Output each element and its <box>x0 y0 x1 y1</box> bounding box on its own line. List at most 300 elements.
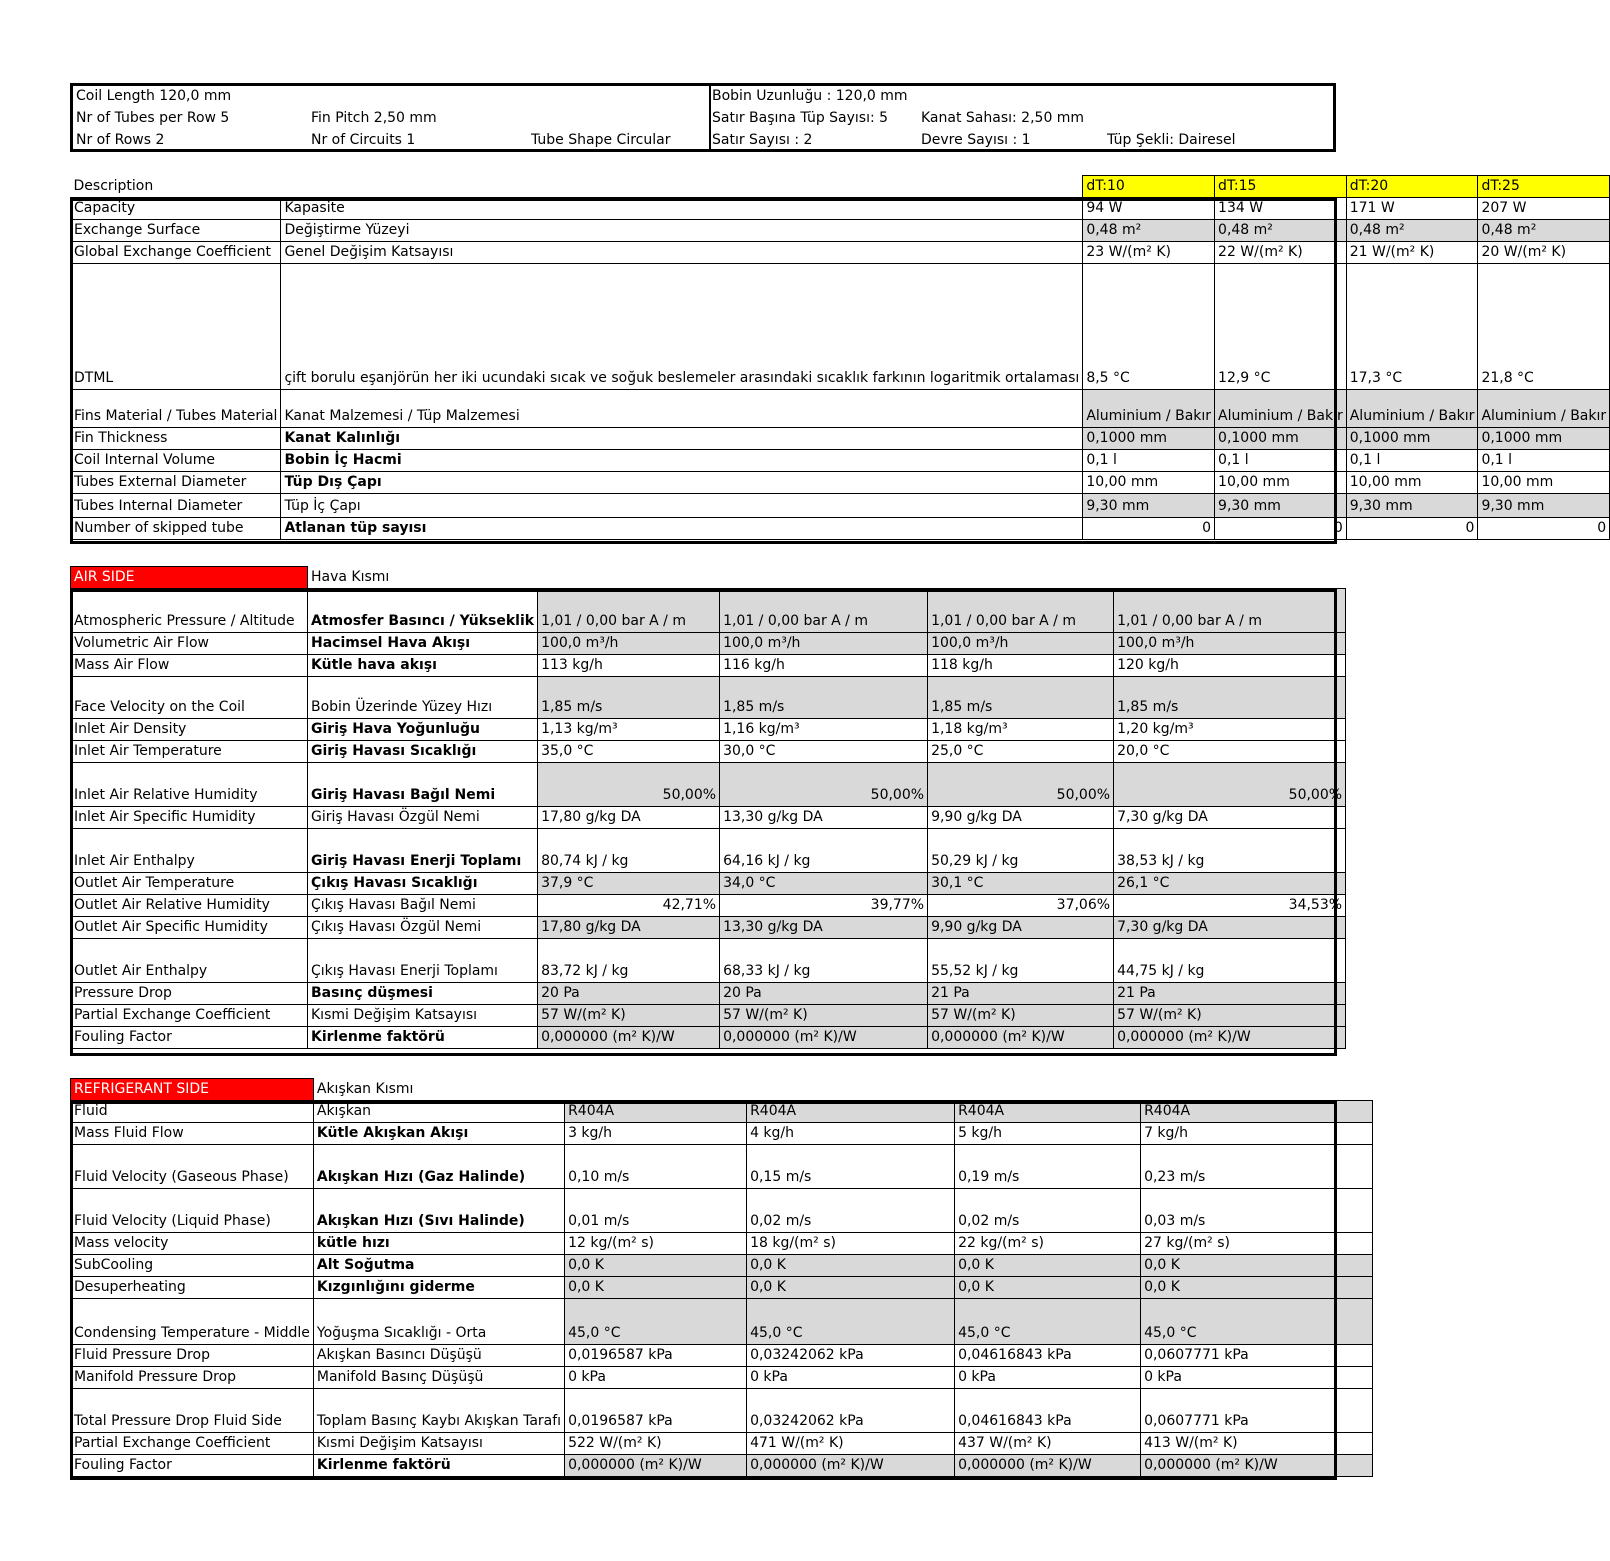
table-row <box>71 589 1346 633</box>
value-cell: Aluminium / Bakır <box>1215 390 1347 428</box>
table-row <box>71 1455 1373 1477</box>
value-cell: 30,0 °C <box>720 741 928 763</box>
row-label-tr: Çıkış Havası Enerji Toplamı <box>308 939 538 983</box>
row-label-tr: Giriş Hava Yoğunluğu <box>308 719 538 741</box>
value-cell: 0,23 m/s <box>1141 1145 1373 1189</box>
value-cell: 1,01 / 0,00 bar A / m <box>538 589 720 633</box>
value-cell: 13,30 g/kg DA <box>720 917 928 939</box>
table-row <box>71 763 1346 807</box>
table-row <box>71 1027 1346 1049</box>
value-cell: 45,0 °C <box>747 1299 955 1345</box>
refrigerant-side-title-tr: Akışkan Kısmı <box>316 1081 414 1097</box>
value-cell: 5 kg/h <box>955 1123 1141 1145</box>
air-side-section <box>70 566 1346 1049</box>
value-cell: 0,02 m/s <box>747 1189 955 1233</box>
tube-shape-en: Tube Shape Circular <box>531 132 671 148</box>
row-label-tr: Kapasite <box>281 198 1083 220</box>
tubes-per-row-en: Nr of Tubes per Row 5 <box>76 110 230 126</box>
air-side-title: AIR SIDE <box>71 567 308 589</box>
value-cell: 21 W/(m² K) <box>1346 242 1478 264</box>
table-row <box>71 472 1610 494</box>
value-cell: R404A <box>955 1101 1141 1123</box>
table-row <box>71 873 1346 895</box>
air-side-title-tr: Hava Kısmı <box>311 569 390 585</box>
row-label-tr: Akışkan Hızı (Sıvı Halinde) <box>313 1189 564 1233</box>
table-row <box>71 917 1346 939</box>
value-cell: 57 W/(m² K) <box>928 1005 1114 1027</box>
value-cell: 437 W/(m² K) <box>955 1433 1141 1455</box>
value-cell: 17,80 g/kg DA <box>538 917 720 939</box>
row-label-en: Mass Air Flow <box>71 655 308 677</box>
value-cell: 0,0 K <box>747 1255 955 1277</box>
row-label-en: Capacity <box>71 198 281 220</box>
row-label-en: Coil Internal Volume <box>71 450 281 472</box>
coil-length-tr: Bobin Uzunluğu : 120,0 mm <box>712 88 908 104</box>
blank-cell <box>955 1079 1141 1101</box>
table-row <box>71 741 1346 763</box>
blank-cell <box>720 567 928 589</box>
table-row <box>71 1299 1373 1345</box>
value-cell: 37,06% <box>928 895 1114 917</box>
row-label-tr: Atmosfer Basıncı / Yükseklik <box>308 589 538 633</box>
value-cell: 7,30 g/kg DA <box>1114 917 1346 939</box>
value-cell: 0 kPa <box>565 1367 747 1389</box>
row-label-tr: Manifold Basınç Düşüşü <box>313 1367 564 1389</box>
row-label-en: Manifold Pressure Drop <box>71 1367 314 1389</box>
table-row <box>71 633 1346 655</box>
table-row <box>71 428 1610 450</box>
blank-cell <box>747 1079 955 1101</box>
value-cell: 0,10 m/s <box>565 1145 747 1189</box>
value-cell: 0,01 m/s <box>565 1189 747 1233</box>
value-cell: 94 W <box>1083 198 1215 220</box>
value-cell: 100,0 m³/h <box>928 633 1114 655</box>
row-label-en: Tubes External Diameter <box>71 472 281 494</box>
column-header: dT:20 <box>1346 176 1478 198</box>
value-cell: 50,00% <box>1114 763 1346 807</box>
blank-cell <box>565 1079 747 1101</box>
value-cell: 0,1000 mm <box>1215 428 1347 450</box>
value-cell: 0,0607771 kPa <box>1141 1389 1373 1433</box>
row-label-tr: Hacimsel Hava Akışı <box>308 633 538 655</box>
row-label-tr: Kızgınlığını giderme <box>313 1277 564 1299</box>
value-cell: 68,33 kJ / kg <box>720 939 928 983</box>
row-label-en: Fin Thickness <box>71 428 281 450</box>
table-row <box>71 1389 1373 1433</box>
value-cell: 1,16 kg/m³ <box>720 719 928 741</box>
value-cell: 0,000000 (m² K)/W <box>565 1455 747 1477</box>
value-cell: 57 W/(m² K) <box>538 1005 720 1027</box>
value-cell: 0 kPa <box>1141 1367 1373 1389</box>
value-cell: 50,00% <box>720 763 928 807</box>
value-cell: 42,71% <box>538 895 720 917</box>
row-label-tr: Tüp İç Çapı <box>281 494 1083 518</box>
row-label-en: Inlet Air Density <box>71 719 308 741</box>
value-cell: 45,0 °C <box>1141 1299 1373 1345</box>
table-row <box>71 807 1346 829</box>
table-row <box>71 1189 1373 1233</box>
value-cell: 27 kg/(m² s) <box>1141 1233 1373 1255</box>
row-label-en: Exchange Surface <box>71 220 281 242</box>
row-label-en: DTML <box>71 264 281 390</box>
column-header: dT:15 <box>1215 176 1347 198</box>
value-cell: 50,00% <box>538 763 720 807</box>
value-cell: 38,53 kJ / kg <box>1114 829 1346 873</box>
blank-cell <box>1141 1079 1373 1101</box>
description-label: Description <box>73 178 154 194</box>
value-cell: 0 <box>1083 518 1215 540</box>
value-cell: 0 <box>1215 518 1347 540</box>
value-cell: 0,15 m/s <box>747 1145 955 1189</box>
refrigerant-side-title: REFRIGERANT SIDE <box>71 1079 314 1101</box>
value-cell: 0,000000 (m² K)/W <box>1141 1455 1373 1477</box>
row-label-en: Atmospheric Pressure / Altitude <box>71 589 308 633</box>
value-cell: 100,0 m³/h <box>720 633 928 655</box>
description-blank <box>281 176 1083 198</box>
value-cell: Aluminium / Bakır <box>1478 390 1610 428</box>
row-label-tr: Giriş Havası Bağıl Nemi <box>308 763 538 807</box>
row-label-tr: Kanat Malzemesi / Tüp Malzemesi <box>281 390 1083 428</box>
value-cell: 0,1000 mm <box>1083 428 1215 450</box>
column-header: dT:10 <box>1083 176 1215 198</box>
row-label-en: Tubes Internal Diameter <box>71 494 281 518</box>
value-cell: 0,0607771 kPa <box>1141 1345 1373 1367</box>
value-cell: 0,0 K <box>1141 1277 1373 1299</box>
general-section <box>70 175 1610 540</box>
coil-summary-box <box>70 83 1336 152</box>
row-label-en: Partial Exchange Coefficient <box>71 1433 314 1455</box>
coil-length-en: Coil Length 120,0 mm <box>76 88 232 104</box>
value-cell: 0,03242062 kPa <box>747 1345 955 1367</box>
row-label-en: Fluid Velocity (Gaseous Phase) <box>71 1145 314 1189</box>
value-cell: R404A <box>565 1101 747 1123</box>
table-row <box>71 198 1610 220</box>
table-row <box>71 1145 1373 1189</box>
table-row <box>71 1345 1373 1367</box>
general-table <box>70 175 1610 540</box>
value-cell: 34,0 °C <box>720 873 928 895</box>
section-title-row <box>71 567 1346 589</box>
value-cell: Aluminium / Bakır <box>1083 390 1215 428</box>
table-row <box>71 1255 1373 1277</box>
value-cell: 0,0 K <box>565 1255 747 1277</box>
row-label-tr: Çıkış Havası Özgül Nemi <box>308 917 538 939</box>
value-cell: 0,000000 (m² K)/W <box>955 1455 1141 1477</box>
value-cell: 12 kg/(m² s) <box>565 1233 747 1255</box>
table-row <box>71 895 1346 917</box>
value-cell: 9,30 mm <box>1478 494 1610 518</box>
table-row <box>71 494 1610 518</box>
table-row <box>71 242 1610 264</box>
value-cell: 0,000000 (m² K)/W <box>538 1027 720 1049</box>
value-cell: 171 W <box>1346 198 1478 220</box>
value-cell: 57 W/(m² K) <box>720 1005 928 1027</box>
value-cell: 1,85 m/s <box>720 677 928 719</box>
value-cell: 0,000000 (m² K)/W <box>747 1455 955 1477</box>
section-title-row <box>71 1079 1373 1101</box>
value-cell: 0 <box>1478 518 1610 540</box>
value-cell: 7,30 g/kg DA <box>1114 807 1346 829</box>
value-cell: 116 kg/h <box>720 655 928 677</box>
row-label-tr: Alt Soğutma <box>313 1255 564 1277</box>
value-cell: 9,90 g/kg DA <box>928 807 1114 829</box>
value-cell: 9,30 mm <box>1346 494 1478 518</box>
value-cell: 1,85 m/s <box>1114 677 1346 719</box>
value-cell: 26,1 °C <box>1114 873 1346 895</box>
value-cell: 0,02 m/s <box>955 1189 1141 1233</box>
row-label-tr: Giriş Havası Sıcaklığı <box>308 741 538 763</box>
value-cell: 522 W/(m² K) <box>565 1433 747 1455</box>
value-cell: 0,000000 (m² K)/W <box>928 1027 1114 1049</box>
column-header: dT:25 <box>1478 176 1610 198</box>
value-cell: 12,9 °C <box>1215 264 1347 390</box>
row-label-en: Inlet Air Temperature <box>71 741 308 763</box>
value-cell: 0 kPa <box>955 1367 1141 1389</box>
table-row <box>71 1101 1373 1123</box>
row-label-en: Outlet Air Temperature <box>71 873 308 895</box>
row-label-tr: kütle hızı <box>313 1233 564 1255</box>
table-row <box>71 677 1346 719</box>
header-divider <box>709 86 711 149</box>
value-cell: 30,1 °C <box>928 873 1114 895</box>
value-cell: 0,0 K <box>955 1277 1141 1299</box>
table-row <box>71 655 1346 677</box>
value-cell: 9,30 mm <box>1083 494 1215 518</box>
value-cell: 0,1000 mm <box>1346 428 1478 450</box>
value-cell: 0 kPa <box>747 1367 955 1389</box>
value-cell: 0,1 l <box>1478 450 1610 472</box>
value-cell: 0,04616843 kPa <box>955 1345 1141 1367</box>
refrigerant-side-table <box>70 1078 1373 1477</box>
value-cell: 100,0 m³/h <box>538 633 720 655</box>
row-label-en: Partial Exchange Coefficient <box>71 1005 308 1027</box>
row-label-en: Outlet Air Enthalpy <box>71 939 308 983</box>
fin-pitch-en: Fin Pitch 2,50 mm <box>311 110 437 126</box>
value-cell: 45,0 °C <box>565 1299 747 1345</box>
nr-circuits-tr: Devre Sayısı : 1 <box>921 132 1031 148</box>
value-cell: 0,0 K <box>747 1277 955 1299</box>
table-row <box>71 983 1346 1005</box>
value-cell: 18 kg/(m² s) <box>747 1233 955 1255</box>
tubes-per-row-tr: Satır Başına Tüp Sayısı: 5 <box>712 110 889 126</box>
row-label-en: SubCooling <box>71 1255 314 1277</box>
row-label-en: Volumetric Air Flow <box>71 633 308 655</box>
row-label-tr: çift borulu eşanjörün her iki ucundaki sıcak ve soğuk beslemeler arasındaki sıcaklık farkının logaritmik ortalaması <box>281 264 1083 390</box>
row-label-tr: Kirlenme faktörü <box>308 1027 538 1049</box>
value-cell: 0,48 m² <box>1478 220 1610 242</box>
table-row <box>71 1433 1373 1455</box>
value-cell: 37,9 °C <box>538 873 720 895</box>
table-row <box>71 450 1610 472</box>
value-cell: 20 W/(m² K) <box>1478 242 1610 264</box>
value-cell: 9,30 mm <box>1215 494 1347 518</box>
row-label-en: Inlet Air Relative Humidity <box>71 763 308 807</box>
row-label-en: Mass velocity <box>71 1233 314 1255</box>
value-cell: 0,1 l <box>1083 450 1215 472</box>
value-cell: 1,85 m/s <box>928 677 1114 719</box>
nr-rows-en: Nr of Rows 2 <box>76 132 165 148</box>
value-cell: 22 W/(m² K) <box>1215 242 1347 264</box>
value-cell: 100,0 m³/h <box>1114 633 1346 655</box>
value-cell: 1,01 / 0,00 bar A / m <box>720 589 928 633</box>
value-cell: 0 <box>1346 518 1478 540</box>
value-cell: 80,74 kJ / kg <box>538 829 720 873</box>
row-label-en: Fouling Factor <box>71 1455 314 1477</box>
row-label-tr: Çıkış Havası Bağıl Nemi <box>308 895 538 917</box>
row-label-en: Face Velocity on the Coil <box>71 677 308 719</box>
value-cell: 0,1 l <box>1346 450 1478 472</box>
row-label-en: Outlet Air Relative Humidity <box>71 895 308 917</box>
row-label-en: Fouling Factor <box>71 1027 308 1049</box>
value-cell: 0,0196587 kPa <box>565 1389 747 1433</box>
value-cell: 50,00% <box>928 763 1114 807</box>
value-cell: 17,3 °C <box>1346 264 1478 390</box>
air-side-table <box>70 566 1346 1049</box>
value-cell: 4 kg/h <box>747 1123 955 1145</box>
value-cell: 0,0 K <box>955 1255 1141 1277</box>
row-label-en: Inlet Air Specific Humidity <box>71 807 308 829</box>
value-cell: 0,48 m² <box>1083 220 1215 242</box>
row-label-tr: Giriş Havası Özgül Nemi <box>308 807 538 829</box>
value-cell: 1,18 kg/m³ <box>928 719 1114 741</box>
value-cell: 1,85 m/s <box>538 677 720 719</box>
blank-cell <box>538 567 720 589</box>
value-cell: 207 W <box>1478 198 1610 220</box>
row-label-en: Inlet Air Enthalpy <box>71 829 308 873</box>
value-cell: 10,00 mm <box>1478 472 1610 494</box>
value-cell: 20 Pa <box>538 983 720 1005</box>
value-cell: 0,0196587 kPa <box>565 1345 747 1367</box>
table-row <box>71 1233 1373 1255</box>
row-label-tr: Genel Değişim Katsayısı <box>281 242 1083 264</box>
value-cell: 45,0 °C <box>955 1299 1141 1345</box>
row-label-tr: Kanat Kalınlığı <box>281 428 1083 450</box>
value-cell: 39,77% <box>720 895 928 917</box>
value-cell: 0,1 l <box>1215 450 1347 472</box>
value-cell: 44,75 kJ / kg <box>1114 939 1346 983</box>
row-label-tr: Kısmi Değişim Katsayısı <box>313 1433 564 1455</box>
tube-shape-tr: Tüp Şekli: Dairesel <box>1107 132 1236 148</box>
value-cell: 1,01 / 0,00 bar A / m <box>1114 589 1346 633</box>
value-cell: 10,00 mm <box>1083 472 1215 494</box>
value-cell: 35,0 °C <box>538 741 720 763</box>
row-label-en: Fluid Pressure Drop <box>71 1345 314 1367</box>
value-cell: R404A <box>747 1101 955 1123</box>
value-cell: 1,13 kg/m³ <box>538 719 720 741</box>
table-row <box>71 220 1610 242</box>
value-cell: 10,00 mm <box>1215 472 1347 494</box>
row-label-tr: Kirlenme faktörü <box>313 1455 564 1477</box>
row-label-tr: Kütle hava akışı <box>308 655 538 677</box>
row-label-tr: Çıkış Havası Sıcaklığı <box>308 873 538 895</box>
row-label-en: Total Pressure Drop Fluid Side <box>71 1389 314 1433</box>
value-cell: 0,0 K <box>565 1277 747 1299</box>
value-cell: 120 kg/h <box>1114 655 1346 677</box>
row-label-tr: Toplam Basınç Kaybı Akışkan Tarafı <box>313 1389 564 1433</box>
value-cell: 118 kg/h <box>928 655 1114 677</box>
value-cell: 0,03242062 kPa <box>747 1389 955 1433</box>
value-cell: 21 Pa <box>928 983 1114 1005</box>
row-label-en: Global Exchange Coefficient <box>71 242 281 264</box>
row-label-tr: Değiştirme Yüzeyi <box>281 220 1083 242</box>
value-cell: Aluminium / Bakır <box>1346 390 1478 428</box>
row-label-tr: Yoğuşma Sıcaklığı - Orta <box>313 1299 564 1345</box>
value-cell: 113 kg/h <box>538 655 720 677</box>
value-cell: 21 Pa <box>1114 983 1346 1005</box>
nr-circuits-en: Nr of Circuits 1 <box>311 132 416 148</box>
value-cell: 21,8 °C <box>1478 264 1610 390</box>
value-cell: 0,000000 (m² K)/W <box>720 1027 928 1049</box>
value-cell: 50,29 kJ / kg <box>928 829 1114 873</box>
row-label-en: Pressure Drop <box>71 983 308 1005</box>
value-cell: 83,72 kJ / kg <box>538 939 720 983</box>
value-cell: 22 kg/(m² s) <box>955 1233 1141 1255</box>
table-row <box>71 719 1346 741</box>
row-label-tr: Kütle Akışkan Akışı <box>313 1123 564 1145</box>
row-label-tr: Kısmi Değişim Katsayısı <box>308 1005 538 1027</box>
row-label-en: Condensing Temperature - Middle <box>71 1299 314 1345</box>
row-label-tr: Atlanan tüp sayısı <box>281 518 1083 540</box>
table-row <box>71 264 1610 390</box>
value-cell: 17,80 g/kg DA <box>538 807 720 829</box>
value-cell: 55,52 kJ / kg <box>928 939 1114 983</box>
row-label-en: Mass Fluid Flow <box>71 1123 314 1145</box>
value-cell: 10,00 mm <box>1346 472 1478 494</box>
row-label-tr: Bobin İç Hacmi <box>281 450 1083 472</box>
value-cell: 25,0 °C <box>928 741 1114 763</box>
value-cell: 7 kg/h <box>1141 1123 1373 1145</box>
value-cell: 413 W/(m² K) <box>1141 1433 1373 1455</box>
value-cell: R404A <box>1141 1101 1373 1123</box>
value-cell: 8,5 °C <box>1083 264 1215 390</box>
row-label-tr: Akışkan <box>313 1101 564 1123</box>
value-cell: 0,1000 mm <box>1478 428 1610 450</box>
value-cell: 34,53% <box>1114 895 1346 917</box>
value-cell: 0,000000 (m² K)/W <box>1114 1027 1346 1049</box>
blank-cell <box>928 567 1114 589</box>
row-label-en: Fluid Velocity (Liquid Phase) <box>71 1189 314 1233</box>
value-cell: 1,20 kg/m³ <box>1114 719 1346 741</box>
value-cell: 0,0 K <box>1141 1255 1373 1277</box>
row-label-en: Fins Material / Tubes Material <box>71 390 281 428</box>
value-cell: 1,01 / 0,00 bar A / m <box>928 589 1114 633</box>
row-label-tr: Giriş Havası Enerji Toplamı <box>308 829 538 873</box>
value-cell: 57 W/(m² K) <box>1114 1005 1346 1027</box>
value-cell: 0,48 m² <box>1215 220 1347 242</box>
value-cell: 3 kg/h <box>565 1123 747 1145</box>
value-cell: 0,19 m/s <box>955 1145 1141 1189</box>
row-label-en: Outlet Air Specific Humidity <box>71 917 308 939</box>
nr-rows-tr: Satır Sayısı : 2 <box>712 132 813 148</box>
value-cell: 471 W/(m² K) <box>747 1433 955 1455</box>
table-row <box>71 1005 1346 1027</box>
value-cell: 0,48 m² <box>1346 220 1478 242</box>
row-label-en: Fluid <box>71 1101 314 1123</box>
row-label-tr: Basınç düşmesi <box>308 983 538 1005</box>
value-cell: 13,30 g/kg DA <box>720 807 928 829</box>
row-label-en: Number of skipped tube <box>71 518 281 540</box>
value-cell: 9,90 g/kg DA <box>928 917 1114 939</box>
value-cell: 64,16 kJ / kg <box>720 829 928 873</box>
value-cell: 134 W <box>1215 198 1347 220</box>
row-label-tr: Tüp Dış Çapı <box>281 472 1083 494</box>
table-row <box>71 1123 1373 1145</box>
fin-pitch-tr: Kanat Sahası: 2,50 mm <box>921 110 1085 126</box>
value-cell: 23 W/(m² K) <box>1083 242 1215 264</box>
table-row <box>71 939 1346 983</box>
refrigerant-side-section <box>70 1078 1373 1477</box>
row-label-tr: Bobin Üzerinde Yüzey Hızı <box>308 677 538 719</box>
